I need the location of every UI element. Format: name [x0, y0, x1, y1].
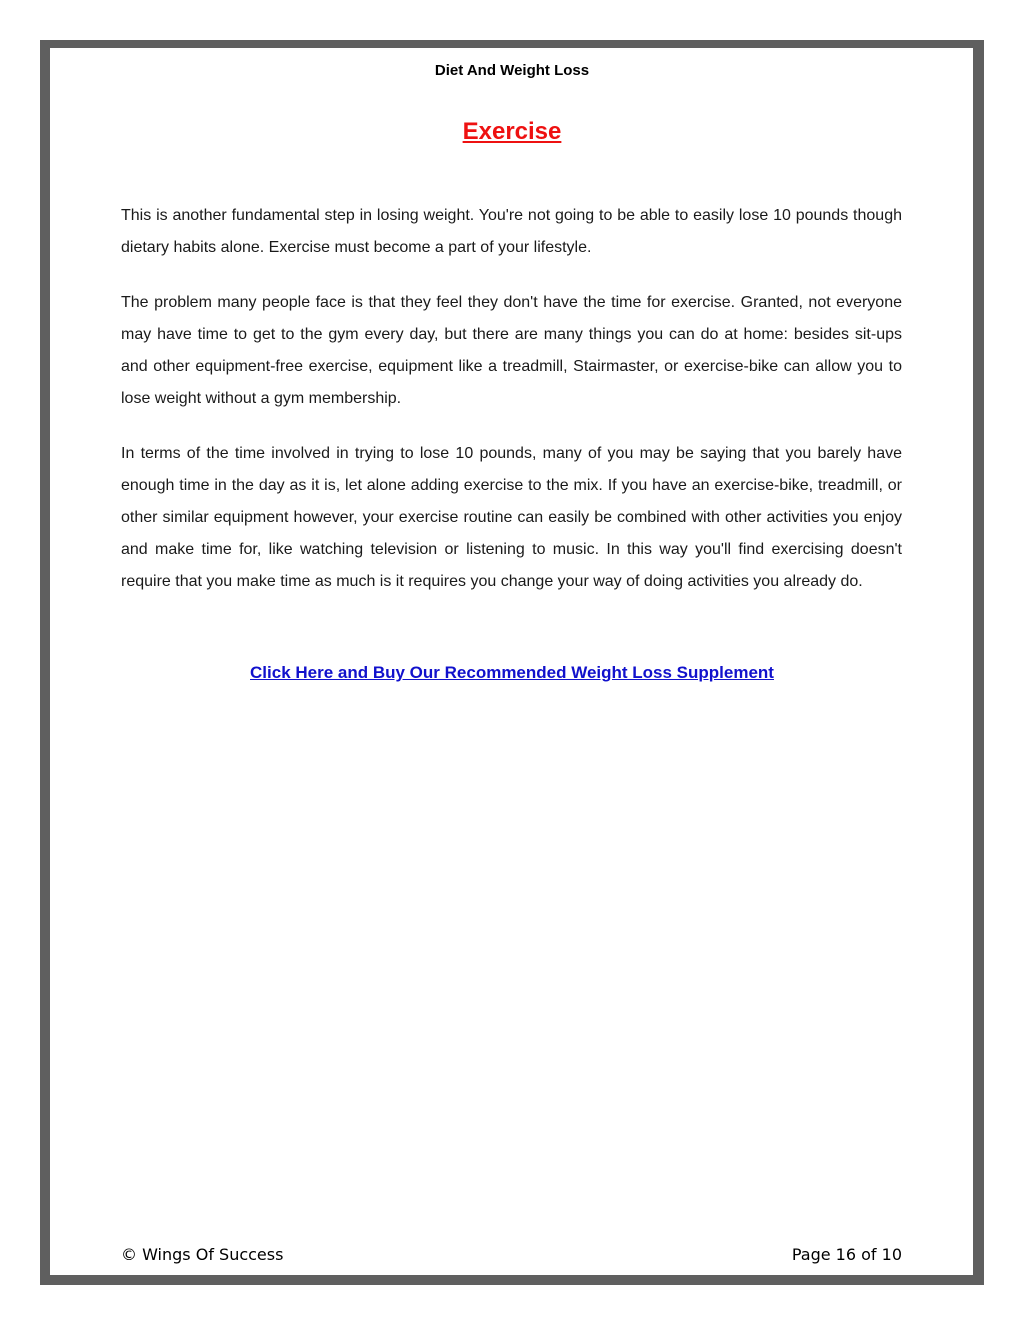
promo-link-container — [0, 663, 1024, 683]
footer-copyright: © Wings Of Success — [121, 1245, 284, 1264]
footer-page-number: Page 16 of 10 — [791, 1245, 902, 1264]
paragraph-1: This is another fundamental step in losing weight. You're not going to be able to easily lose 10 pounds though dietary habits alone. Exercise must become a part of your lifestyle. — [121, 207, 902, 256]
supplement-link[interactable]: Click Here and Buy Our Recommended Weight Loss Supplement — [250, 663, 774, 682]
section-heading: Exercise — [462, 118, 562, 145]
paragraph-3: In terms of the time involved in trying to lose 10 pounds, many of you may be saying that you barely have enough time in the day as it is, let alone adding exercise to the mix. If you have an exercise-bike, treadmill, or other similar equipment however, your exercise routine can easily be combined with other activities you enjoy and make time for, like watching television or listening to music. In this way you'll find exercising doesn't require that you make time as much is it requires you change your way of doing activities you already do. — [121, 445, 902, 590]
running-header: Diet And Weight Loss — [434, 62, 590, 79]
paragraph-2: The problem many people face is that they feel they don't have the time for exercise. Granted, not everyone may have time to get to the gym every day, but there are many things you can do at home: besides sit-ups and other equipment-free exercise, equipment like a treadmill, Stairmaster, or exercise-bike can allow you to lose weight without a gym membership. — [121, 294, 902, 407]
body-text — [121, 200, 902, 621]
